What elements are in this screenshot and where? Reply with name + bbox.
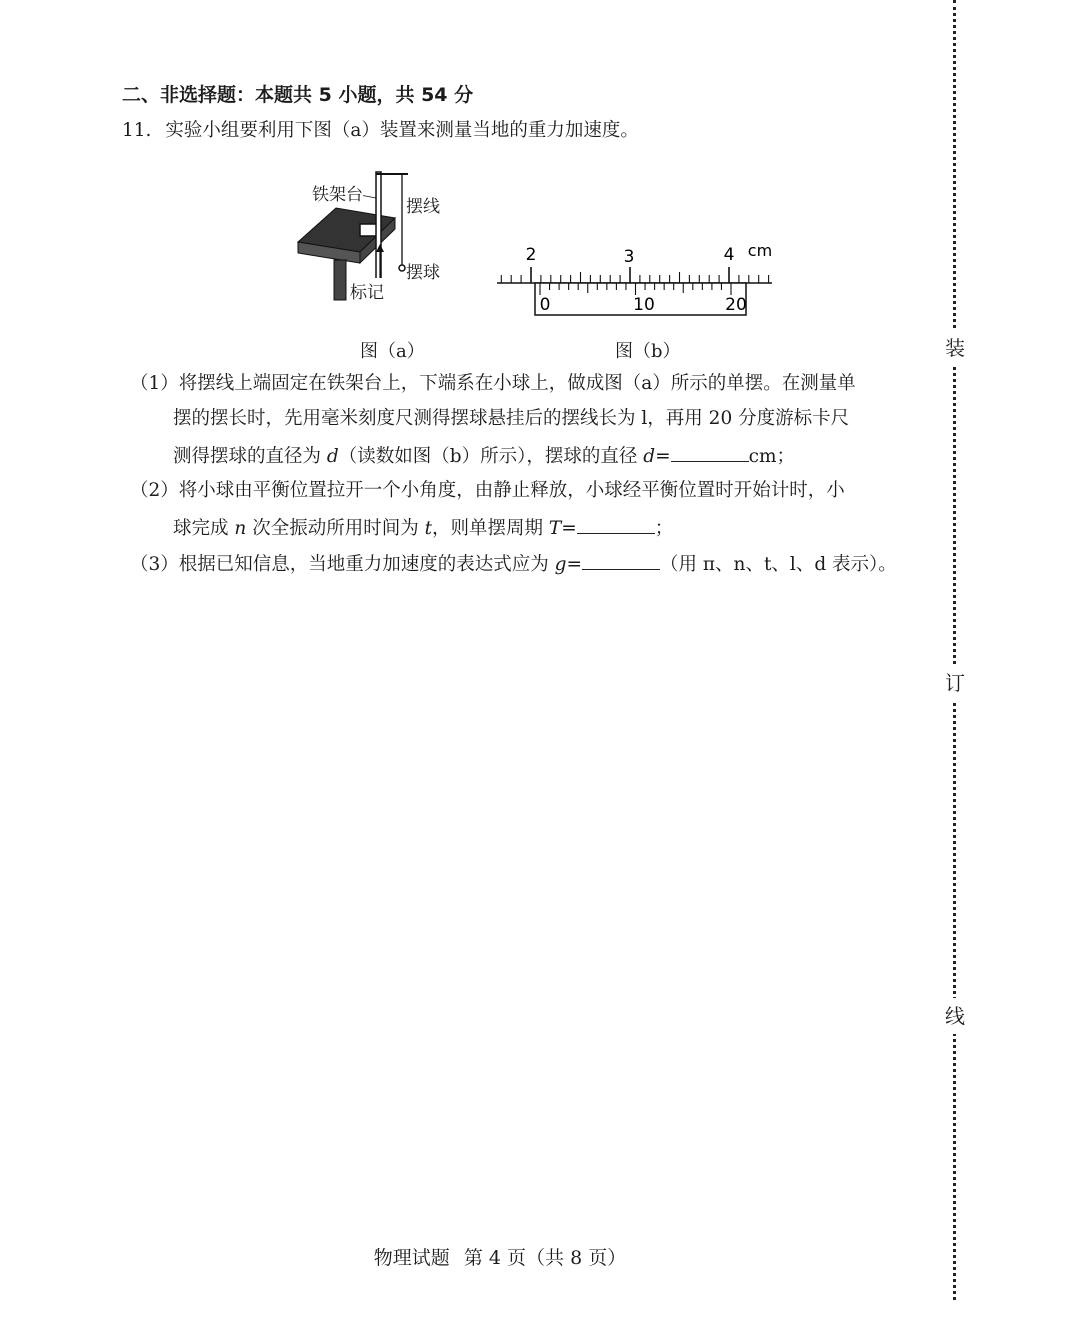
part-2-line-2: 球完成 n 次全振动所用时间为 t，则单摆周期 T= ； bbox=[173, 515, 673, 541]
page-footer bbox=[0, 1243, 1000, 1270]
label-pendulum-string: 摆线 bbox=[406, 197, 440, 217]
main-scale-label-4: 4 bbox=[723, 245, 735, 265]
answer-blank-diameter[interactable] bbox=[671, 443, 749, 462]
figure-b-vernier-caliper bbox=[492, 236, 782, 321]
vernier-label-10: 10 bbox=[633, 295, 655, 315]
binding-char-zhuang: 装 bbox=[940, 330, 970, 366]
question-stem-text: 实验小组要利用下图（a）装置来测量当地的重力加速度。 bbox=[165, 120, 639, 141]
vernier-label-20: 20 bbox=[725, 295, 747, 315]
section-title: 二、非选择题：本题共 5 小题，共 54 分 bbox=[122, 84, 474, 106]
figure-a-caption: 图（a） bbox=[360, 341, 425, 362]
figure-b-caption: 图（b） bbox=[615, 341, 681, 362]
question-11-stem bbox=[122, 119, 639, 143]
part-1-line-2: 摆的摆长时，先用毫米刻度尺测得摆球悬挂后的摆线长为 l，再用 20 分度游标卡尺 bbox=[173, 408, 850, 429]
part-2-line-1: （2）将小球由平衡位置拉开一个小角度，由静止释放，小球经平衡位置时开始计时，小 bbox=[130, 480, 845, 501]
part-3-line: （3）根据已知信息，当地重力加速度的表达式应为 g= （用 π、n、t、l、d 表示）。 bbox=[130, 551, 897, 577]
label-mark: 标记 bbox=[350, 278, 384, 303]
vernier-label-0: 0 bbox=[539, 295, 551, 315]
part-1-line-3: 测得摆球的直径为 d（读数如图（b）所示），摆球的直径 d= cm； bbox=[173, 443, 795, 469]
label-iron-stand: 铁架台 bbox=[312, 180, 363, 205]
footer-subject: 物理试题 bbox=[373, 1247, 450, 1269]
question-number: 11. bbox=[122, 120, 152, 141]
label-pendulum-ball: 摆球 bbox=[406, 263, 440, 283]
binding-char-ding: 订 bbox=[940, 665, 970, 701]
part-1-line-1: （1）将摆线上端固定在铁架台上，下端系在小球上，做成图（a）所示的单摆。在测量单 bbox=[130, 373, 856, 394]
answer-blank-period[interactable] bbox=[577, 515, 655, 534]
main-scale-label-3: 3 bbox=[623, 247, 635, 267]
answer-blank-gravity[interactable] bbox=[582, 551, 660, 570]
binding-dotted-line bbox=[953, 0, 956, 1300]
binding-char-xian: 线 bbox=[940, 998, 970, 1034]
main-scale-ticks bbox=[501, 267, 768, 283]
unit-label-cm: cm bbox=[747, 241, 773, 260]
main-scale-label-2: 2 bbox=[525, 245, 537, 265]
footer-page-number: 第 4 页（共 8 页） bbox=[463, 1247, 627, 1269]
